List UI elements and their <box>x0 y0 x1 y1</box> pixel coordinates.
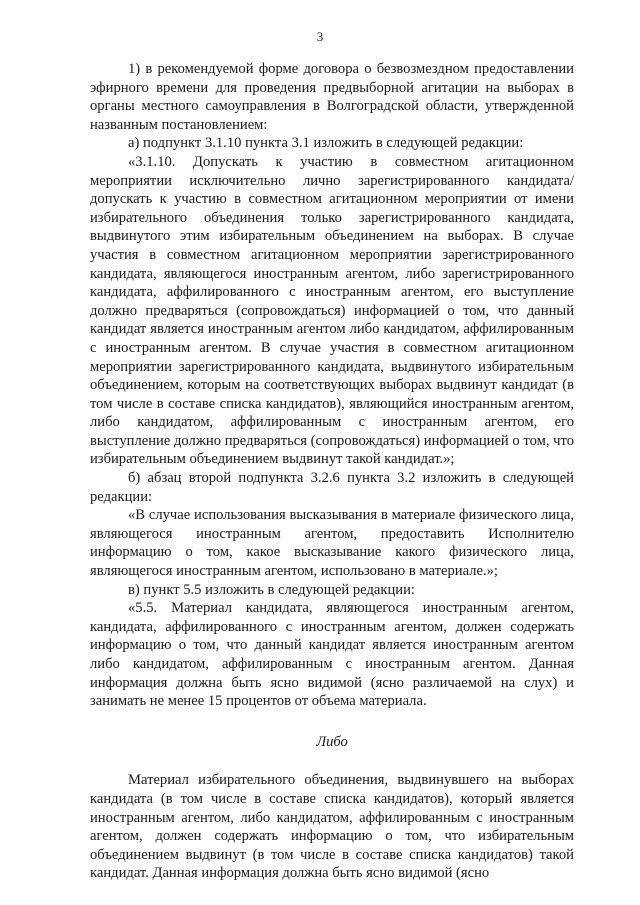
paragraph-quote-5-5: «5.5. Материал кандидата, являющегося иностранным агентом, кандидата, аффилированного с иностранным агентом, должен содержать информацию о том, что данный кандидат является иностранным агентом либо кандидатом, аффилированным с иностранным агентом. Данная информация должна быть ясно видимой (ясно различаемой на слух) и занимать не менее 15 процентов от объема материала. <box>90 600 574 710</box>
paragraph-quote-3-1-10: «3.1.10. Допускать к участию в совместном агитационном мероприятии исключительно лично зарегистрированного кандидата/допускать к участию в совместном агитационном мероприятии от имени избирательного объединения только зарегистрированного кандидата, выдвинутого этим избирательным объединением на выборах. В случае участия в совместном агитационном мероприятии зарегистрированного кандидата, являющегося иностранным агентом, либо зарегистрированного кандидата, аффилированного с иностранным агентом, его выступление должно предваряться (сопровождаться) информацией о том, что данный кандидат является иностранным агентом либо кандидатом, аффилированным с иностранным агентом. В случае участия в совместном агитационном мероприятии зарегистрированного кандидата, выдвинутого избирательным объединением, которым на соответствующих выборах выдвинут кандидат (в том числе в составе списка кандидатов), являющийся иностранным агентом, либо кандидатом, аффилированным с иностранным агентом, его выступление должно предваряться (сопровождаться) информацией о том, что избирательным объединением выдвинут такой кандидат.»; <box>90 153 574 468</box>
paragraph-tail: Материал избирательного объединения, выдвинувшего на выборах кандидата (в том числе в составе списка кандидатов), который является иностранным агентом, либо кандидатом, аффилированным с иностранным агентом, должен содержать информацию о том, что избирательным объединением выдвинут (в том числе в составе списка кандидатов) такой кандидат. Данная информация должна быть ясно видимой (ясно <box>90 772 574 882</box>
separator-libo: Либо <box>316 733 348 750</box>
paragraph-item-1: 1) в рекомендуемой форме договора о безвозмездном предоставлении эфирного времени для проведения предвыборной агитации на выборах в органы местного самоуправления в Волгоградской области, утвержденной названным постановлением: <box>90 61 574 133</box>
document-body <box>90 60 574 883</box>
paragraph-quote-3-2-6: «В случае использования высказывания в материале физического лица, являющегося иностранным агентом, предоставить Исполнителю информацию о том, какое высказывание какого физического лица, являющегося иностранным агентом, использовано в материале.»; <box>90 507 574 580</box>
paragraph-subitem-v: в) пункт 5.5 изложить в следующей редакции: <box>128 581 415 598</box>
paragraph-subitem-a: а) подпункт 3.1.10 пункта 3.1 изложить в следующей редакции: <box>128 135 524 152</box>
paragraph-subitem-b: б) абзац второй подпункта 3.2.6 пункта 3.2 изложить в следующей редакции: <box>90 470 574 505</box>
page-number: 3 <box>316 29 324 44</box>
